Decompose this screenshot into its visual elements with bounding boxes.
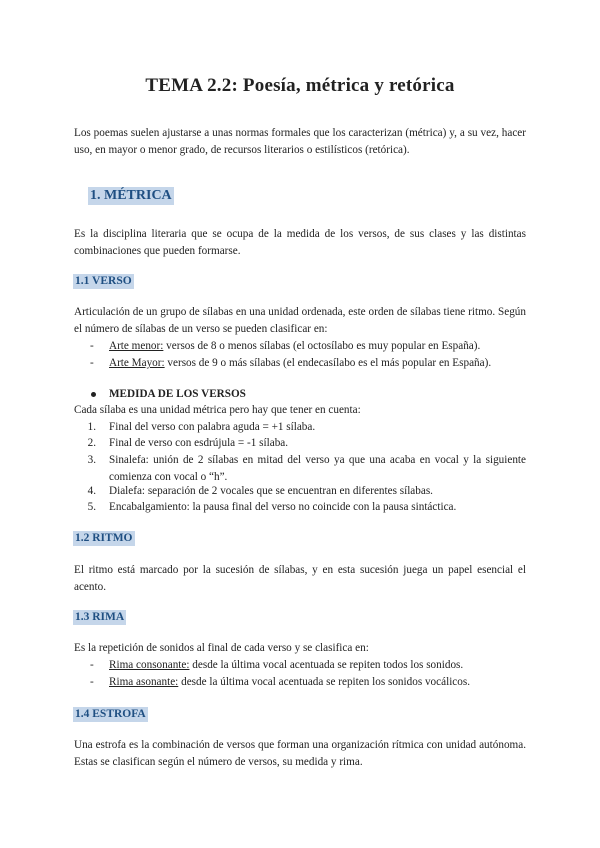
metrica-paragraph: Es la disciplina literaria que se ocupa de la medida de los versos, de sus clases y las distintas combinaciones que pueden formarse. bbox=[74, 228, 526, 257]
verso-item-term: Arte menor: bbox=[109, 340, 164, 352]
rima-item-term: Rima consonante: bbox=[109, 659, 190, 671]
rima-item-text: desde la última vocal acentuada se repiten los sonidos vocálicos. bbox=[178, 676, 471, 688]
medida-item: Encabalgamiento: la pausa final del verso no coincide con la pausa sintáctica. bbox=[109, 501, 457, 513]
intro-paragraph: Los poemas suelen ajustarse a unas normas formales que los caracterizan (métrica) y, a su vez, hacer uso, en mayor o menor grado, de recursos literarios o estilísticos (retórica). bbox=[74, 127, 526, 156]
medida-item: Dialefa: separación de 2 vocales que se encuentran en diferentes sílabas. bbox=[109, 485, 433, 497]
verso-list-item bbox=[109, 355, 491, 372]
subheading-rima: 1.3 RIMA bbox=[75, 611, 125, 623]
ritmo-paragraph: El ritmo está marcado por la sucesión de sílabas, y en esta sucesión juega un papel esencial el acento. bbox=[74, 564, 526, 593]
subheading-ritmo: 1.2 RITMO bbox=[75, 532, 133, 544]
verso-item-term: Arte Mayor: bbox=[109, 357, 165, 369]
medida-intro: Cada sílaba es una unidad métrica pero hay que tener en cuenta: bbox=[74, 404, 361, 416]
dash-bullet: - bbox=[90, 340, 94, 352]
dash-bullet: - bbox=[90, 676, 94, 688]
verso-item-text: versos de 8 o menos sílabas (el octosílabo es muy popular en España). bbox=[163, 340, 481, 352]
list-number: 4. bbox=[87, 485, 96, 497]
rima-item-term: Rima asonante: bbox=[109, 676, 179, 688]
subheading-estrofa: 1.4 ESTROFA bbox=[75, 708, 146, 720]
rima-paragraph: Es la repetición de sonidos al final de cada verso y se clasifica en: bbox=[74, 642, 369, 654]
verso-list-item bbox=[109, 338, 480, 355]
rima-item-text: desde la última vocal acentuada se repiten todos los sonidos. bbox=[189, 659, 464, 671]
list-number: 3. bbox=[87, 454, 96, 466]
dash-bullet: - bbox=[90, 357, 94, 369]
list-number: 5. bbox=[87, 501, 96, 513]
list-number: 1. bbox=[87, 421, 96, 433]
subheading-verso: 1.1 VERSO bbox=[75, 275, 132, 287]
section-heading-metrica: 1. MÉTRICA bbox=[90, 188, 172, 203]
list-number: 2. bbox=[87, 437, 96, 449]
document-title: TEMA 2.2: Poesía, métrica y retórica bbox=[145, 75, 455, 96]
verso-paragraph: Articulación de un grupo de sílabas en una unidad ordenada, este orden de sílabas tiene ritmo. Según el número de sílabas de un verso se pueden clasificar en: bbox=[74, 306, 526, 335]
medida-item: Final del verso con palabra aguda = +1 sílaba. bbox=[109, 421, 316, 433]
estrofa-paragraph: Una estrofa es la combinación de versos que forman una organización rítmica con unidad autónoma. Estas se clasifican según el número de versos, su medida y rima. bbox=[74, 739, 526, 768]
medida-item: Final de verso con esdrújula = -1 sílaba. bbox=[109, 437, 289, 449]
medida-item: Sinalefa: unión de 2 sílabas en mitad del verso ya que una acaba en vocal y la siguiente comienza con vocal o “h”. bbox=[109, 454, 526, 483]
rima-list-item bbox=[109, 674, 470, 691]
dash-bullet: - bbox=[90, 659, 94, 671]
verso-item-text: versos de 9 o más sílabas (el endecasílabo es el más popular en España). bbox=[164, 357, 492, 369]
bullet-icon bbox=[91, 392, 96, 397]
rima-list-item bbox=[109, 657, 463, 674]
medida-heading: MEDIDA DE LOS VERSOS bbox=[109, 388, 246, 400]
